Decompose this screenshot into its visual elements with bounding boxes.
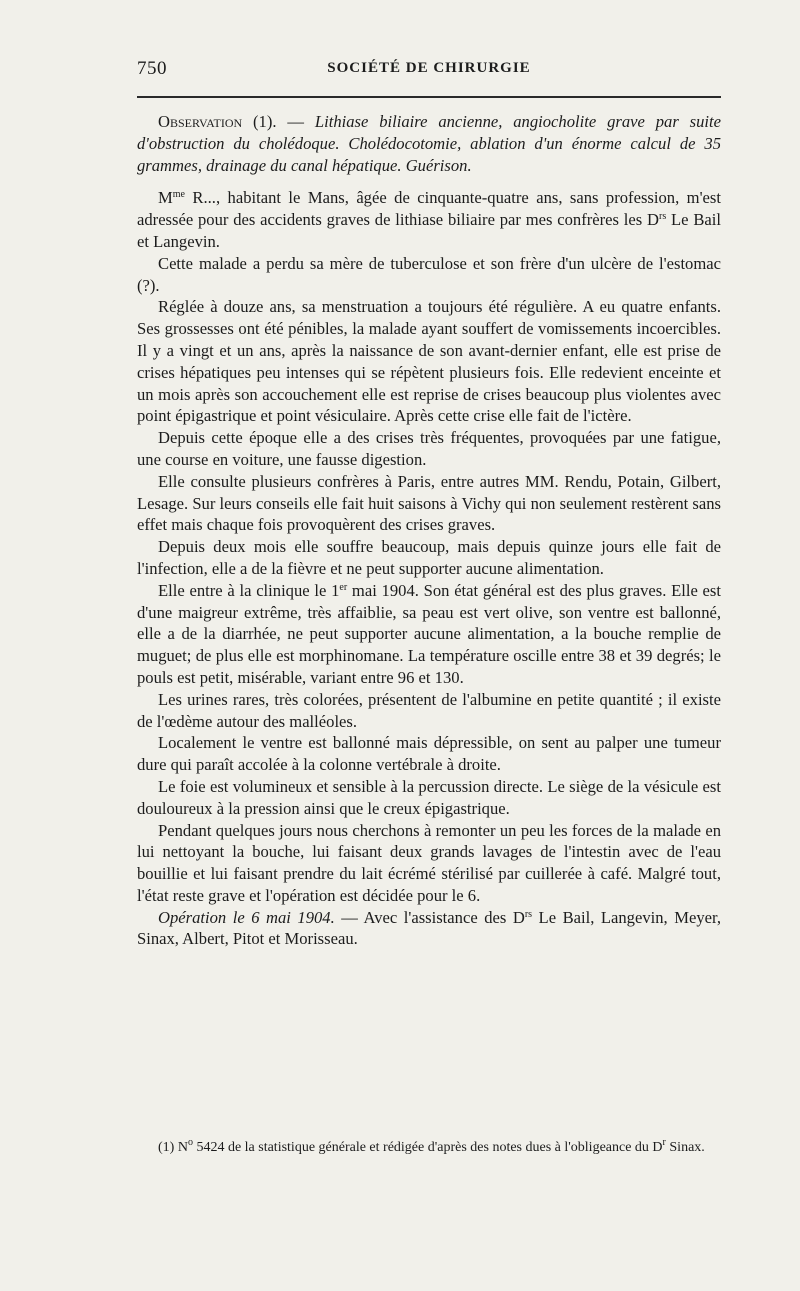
observation-heading bbox=[137, 111, 721, 176]
paragraph bbox=[137, 907, 721, 951]
paragraph: Les urines rares, très colorées, présentent de l'albumine en petite quantité ; il existe de l'œdème autour des malléoles. bbox=[137, 689, 721, 731]
article-body bbox=[137, 111, 721, 950]
text-run: — Avec l'assistance des D bbox=[334, 907, 525, 927]
text-run: Sinax. bbox=[665, 1140, 705, 1155]
paragraph: Le foie est volumineux et sensible à la percussion directe. Le siège de la vésicule est douloureux à la pression ainsi que le creux épigastrique. bbox=[137, 776, 721, 818]
paragraph: Pendant quelques jours nous cherchons à remonter un peu les forces de la malade en lui nettoyant la bouche, lui faisant deux grands lavages de l'intestin avec de l'eau bouillie et lui faisant prendre du lait écrémé stérilisé par cuillerée à café. Malgré tout, l'état reste grave et l'opération est décidée pour le 6. bbox=[137, 820, 721, 905]
observation-title: Lithiase biliaire ancienne, angiocholite grave par suite d'obstruction du cholédoque. Cholédocotomie, ablation d'un énorme calcul de 35 grammes, drainage du canal hépatique. Guérison. bbox=[137, 112, 721, 175]
observation-number: (1). bbox=[253, 112, 277, 131]
superscript: rs bbox=[659, 211, 667, 223]
paragraph: Réglée à douze ans, sa menstruation a toujours été régulière. A eu quatre enfants. Ses grossesses ont été pénibles, la malade ayant souffert de vomissements incoercibles. Il y a vingt et un ans, après la naissance de son avant-dernier enfant, elle est prise de crises hépatiques peu intenses qui se répètent plusieurs fois. Elle redevient enceinte et un mois après son accouchement elle est reprise de crises beaucoup plus violentes avec point épigastrique et point vésiculaire. Après cette crise elle fait de l'ictère. bbox=[137, 297, 721, 426]
running-head bbox=[137, 58, 721, 80]
superscript: er bbox=[339, 581, 348, 593]
superscript: rs bbox=[524, 908, 533, 920]
paragraph: Cette malade a perdu sa mère de tuberculose et son frère d'un ulcère de l'estomac (?). bbox=[137, 253, 721, 295]
text-run: (1) N bbox=[158, 1140, 188, 1155]
text-run: M bbox=[158, 188, 173, 208]
superscript: o bbox=[187, 1137, 193, 1148]
operation-label: Opération le 6 mai 1904. bbox=[158, 907, 335, 927]
superscript: me bbox=[172, 189, 185, 201]
text-run: 5424 de la statistique générale et rédigée d'après des notes dues à l'obligeance du D bbox=[192, 1140, 663, 1155]
paragraph: Depuis deux mois elle souffre beaucoup, mais depuis quinze jours elle fait de l'infection, elle a de la fièvre et ne peut supporter aucune alimentation. bbox=[137, 537, 721, 578]
paragraph bbox=[137, 580, 721, 689]
footnote bbox=[137, 1138, 721, 1158]
paragraph bbox=[137, 187, 721, 252]
superscript: r bbox=[662, 1137, 666, 1148]
header-rule bbox=[137, 96, 721, 98]
observation-label: Observation bbox=[158, 112, 243, 131]
journal-title: SOCIÉTÉ DE CHIRURGIE bbox=[327, 60, 531, 76]
paragraph: Localement le ventre est ballonné mais dépressible, on sent au palper une tumeur dure qui paraît accolée à la colonne vertébrale à droite. bbox=[137, 733, 721, 775]
text-run: Elle entre à la clinique le 1 bbox=[158, 580, 340, 600]
paragraph: Depuis cette époque elle a des crises très fréquentes, provoquées par une fatigue, une course en voiture, une fausse digestion. bbox=[137, 428, 721, 469]
text-run: R..., habitant le Mans, âgée de cinquante-quatre ans, sans profession, m'est adressée pour des accidents graves de lithiase biliaire par mes confrères les D bbox=[137, 188, 721, 230]
page-number: 750 bbox=[137, 58, 167, 79]
text-run: mai 1904. Son état général est des plus graves. Elle est d'une maigreur extrême, très affaiblie, sa peau est vert olive, son ventre est ballonné, elle a de la diarrhée, ne peut supporter aucune alimentation, a la bouche remplie de muguet; de plus elle est morphinomane. La température oscille entre 38 et 39 degrés; le pouls est petit, misérable, variant entre 96 et 130. bbox=[137, 580, 721, 687]
text-run: Le Bail et Langevin. bbox=[137, 210, 722, 251]
paragraph: Elle consulte plusieurs confrères à Paris, entre autres MM. Rendu, Potain, Gilbert, Lesage. Sur leurs conseils elle fait huit saisons à Vichy qui non seulement restèrent sans effet mais chaque fois provoquèrent des crises graves. bbox=[137, 471, 721, 535]
observation-dash: — bbox=[276, 112, 315, 131]
text-run: Le Bail, Langevin, Meyer, Sinax, Albert, Pitot et Morisseau. bbox=[137, 907, 721, 949]
